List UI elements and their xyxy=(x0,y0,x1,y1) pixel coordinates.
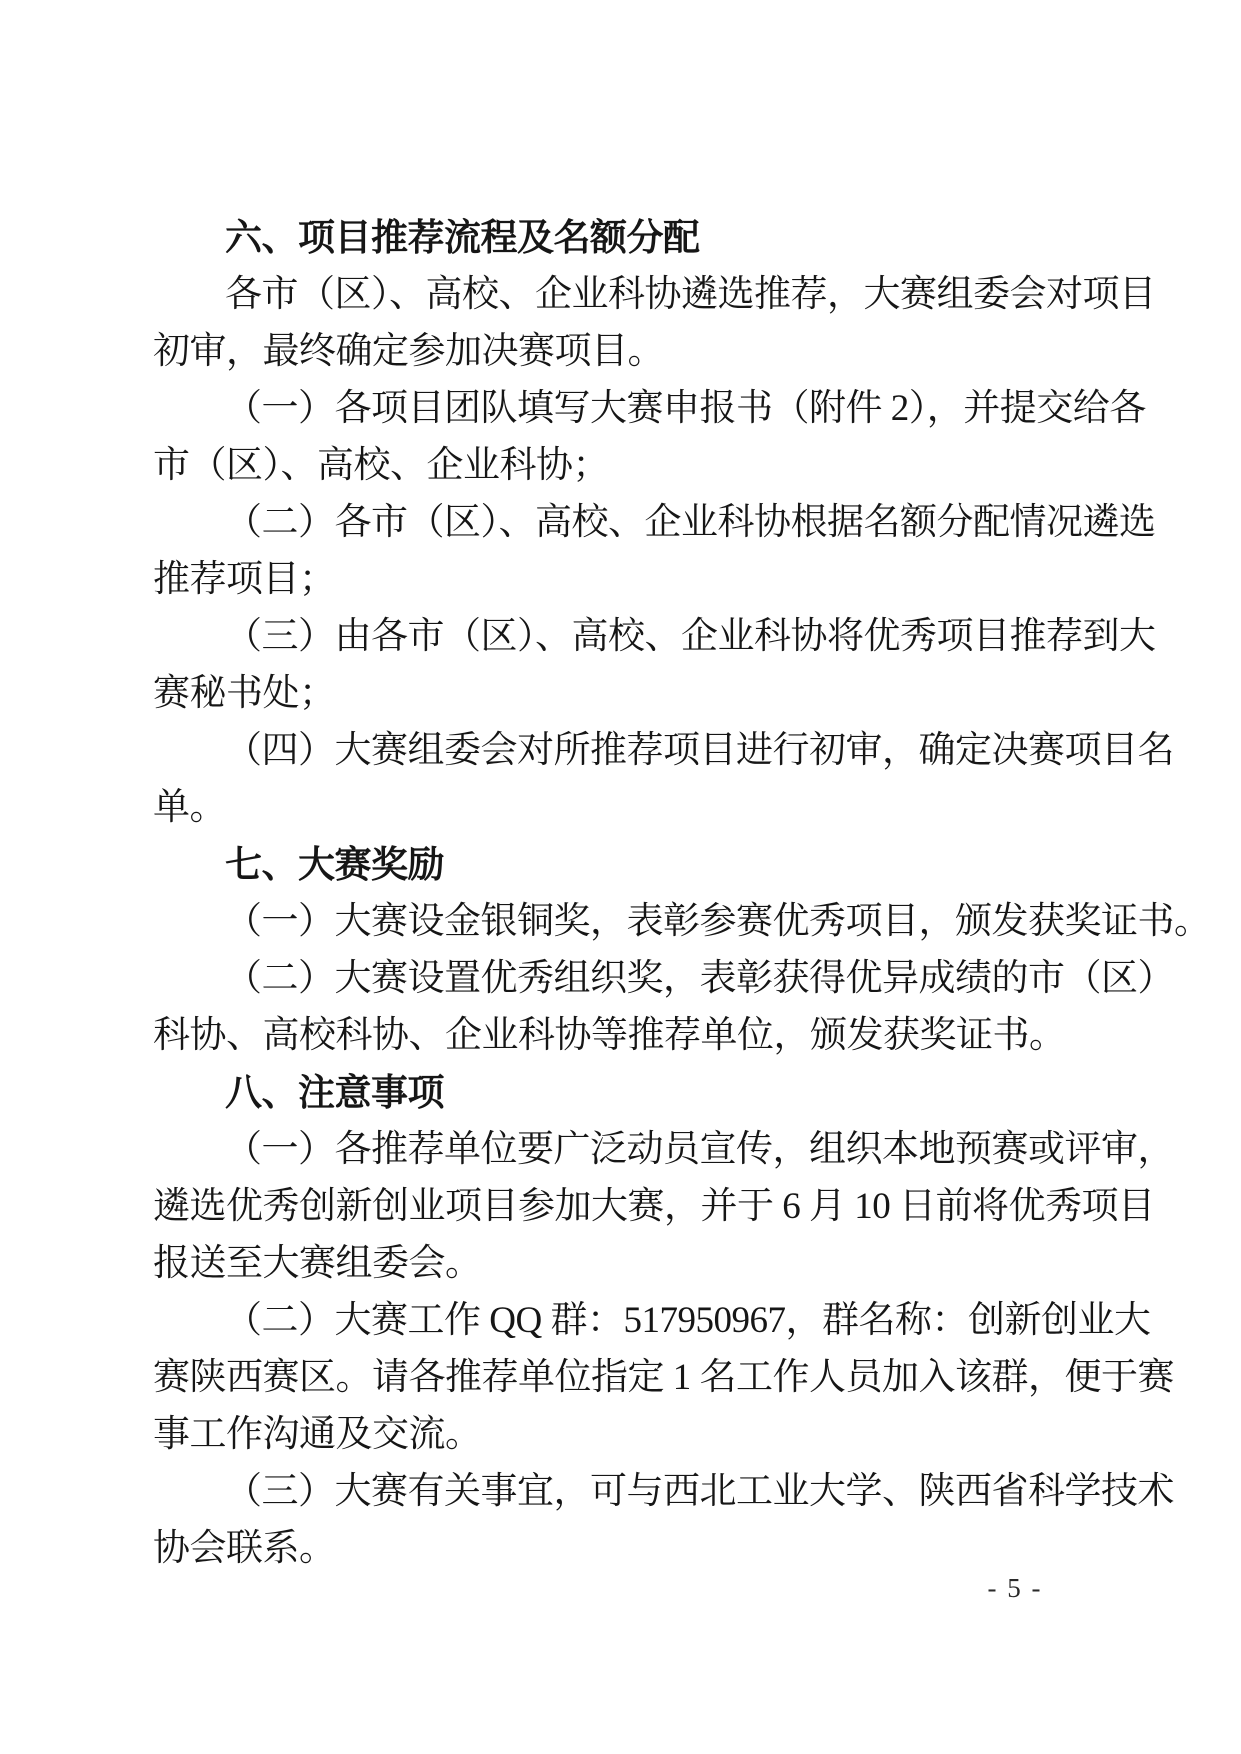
text-line: 事工作沟通及交流。 xyxy=(153,1414,482,1455)
text-line: 赛秘书处； xyxy=(153,673,336,714)
text-line: 赛陕西赛区。请各推荐单位指定 1 名工作人员加入该群，便于赛 xyxy=(153,1357,1174,1398)
document-body xyxy=(153,209,1211,1577)
text-line: 初审，最终确定参加决赛项目。 xyxy=(153,331,664,372)
text-line: （一）各推荐单位要广泛动员宣传，组织本地预赛或评审， xyxy=(225,1129,1174,1170)
text-line: 科协、高校科协、企业科协等推荐单位，颁发获奖证书。 xyxy=(153,1015,1066,1056)
text-line: 报送至大赛组委会。 xyxy=(153,1243,482,1284)
section-heading-7: 七、大赛奖励 xyxy=(225,844,444,885)
text-line: （二）大赛设置优秀组织奖，表彰获得优异成绩的市（区） xyxy=(225,958,1174,999)
text-line: 推荐项目； xyxy=(153,559,336,600)
text-line: （三）大赛有关事宜，可与西北工业大学、陕西省科学技术 xyxy=(225,1471,1174,1512)
text-line: 市（区）、高校、企业科协； xyxy=(153,445,609,486)
text-line: （二）大赛工作 QQ 群：517950967，群名称：创新创业大 xyxy=(225,1300,1151,1341)
text-line: 各市（区）、高校、企业科协遴选推荐，大赛组委会对项目 xyxy=(225,274,1156,315)
text-line: 遴选优秀创新创业项目参加大赛，并于 6 月 10 日前将优秀项目 xyxy=(153,1186,1155,1227)
section-heading-6: 六、项目推荐流程及名额分配 xyxy=(225,217,700,258)
text-line: （一）各项目团队填写大赛申报书（附件 2），并提交给各 xyxy=(225,388,1146,429)
text-line: 协会联系。 xyxy=(153,1528,336,1569)
section-heading-8: 八、注意事项 xyxy=(225,1072,444,1113)
page-number: - 5 - xyxy=(987,1573,1043,1603)
text-line: 单。 xyxy=(153,787,226,828)
text-line: （四）大赛组委会对所推荐项目进行初审，确定决赛项目名 xyxy=(225,730,1174,771)
text-line: （一）大赛设金银铜奖，表彰参赛优秀项目，颁发获奖证书。 xyxy=(225,901,1211,942)
text-line: （三）由各市（区）、高校、企业科协将优秀项目推荐到大 xyxy=(225,616,1156,657)
text-line: （二）各市（区）、高校、企业科协根据名额分配情况遴选 xyxy=(225,502,1156,543)
